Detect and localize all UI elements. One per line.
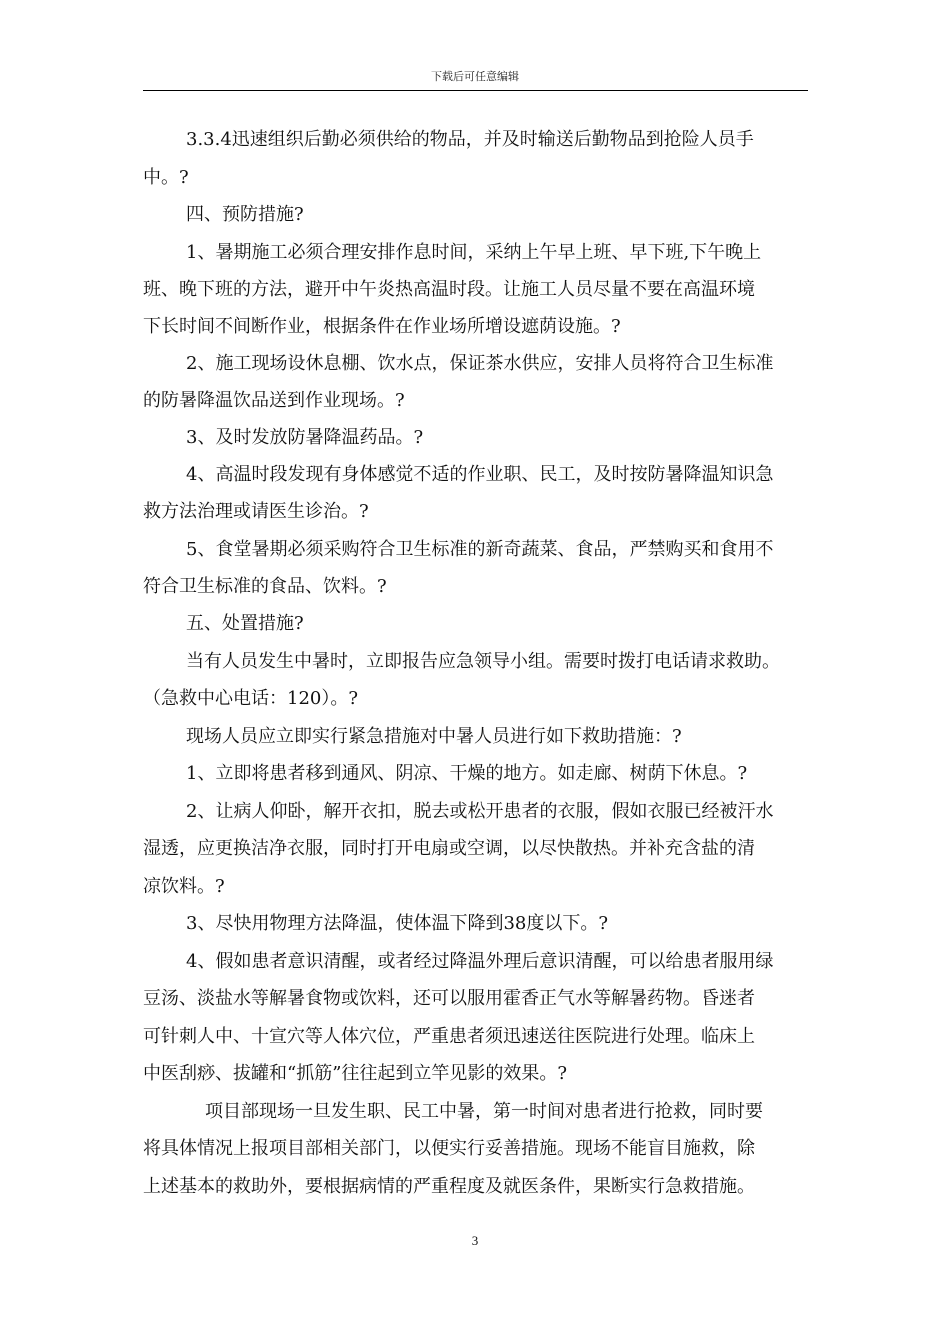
body-line: 可针刺人中、十宣穴等人体穴位，严重患者须迅速送往医院进行处理。临床上 [143, 1026, 755, 1047]
body-line: 5、食堂暑期必须采购符合卫生标准的新奇蔬菜、食品，严禁购买和食用不 [186, 539, 774, 560]
page-header: 下载后可任意编辑 [431, 70, 519, 83]
body-line: 救方法治理或请医生诊治。? [143, 501, 369, 522]
body-line: 当有人员发生中暑时，立即报告应急领导小组。需要时拨打电话请求救助。 [186, 651, 780, 672]
body-line: 1、暑期施工必须合理安排作息时间，采纳上午早上班、早下班,下午晚上 [186, 242, 762, 263]
body-line: 班、晚下班的方法，避开中午炎热高温时段。让施工人员尽量不要在高温环境 [143, 279, 755, 300]
body-line: 符合卫生标准的食品、饮料。? [143, 576, 387, 597]
body-line: 湿透，应更换洁净衣服，同时打开电扇或空调，以尽快散热。并补充含盐的清 [143, 838, 755, 859]
body-line: 现场人员应立即实行紧急措施对中暑人员进行如下救助措施：? [186, 726, 682, 747]
body-line: 下长时间不间断作业，根据条件在作业场所增设遮荫设施。? [143, 316, 621, 337]
body-line: 的防暑降温饮品送到作业现场。? [143, 390, 405, 411]
section-heading: 四、预防措施? [186, 204, 304, 225]
body-line: 3、及时发放防暑降温药品。? [186, 427, 424, 448]
body-line: 3.3.4迅速组织后勤必须供给的物品，并及时输送后勤物品到抢险人员手 [186, 129, 754, 150]
body-line: 4、假如患者意识清醒，或者经过降温外理后意识清醒，可以给患者服用绿 [186, 951, 774, 972]
header-divider [143, 90, 808, 91]
body-line: 中。? [143, 167, 189, 188]
section-heading: 五、处置措施? [186, 613, 304, 634]
body-line: 将具体情况上报项目部相关部门，以便实行妥善措施。现场不能盲目施救，除 [143, 1138, 755, 1159]
body-line: 4、高温时段发现有身体感觉不适的作业职、民工，及时按防暑降温知识急 [186, 464, 774, 485]
body-line: 凉饮料。? [143, 876, 225, 897]
body-line: 1、立即将患者移到通风、阴凉、干燥的地方。如走廊、树荫下休息。? [186, 763, 748, 784]
body-line: 3、尽快用物理方法降温，使体温下降到38度以下。? [186, 913, 609, 934]
body-line: 2、施工现场设休息棚、饮水点，保证茶水供应，安排人员将符合卫生标准 [186, 353, 774, 374]
body-line: （急救中心电话：120）。? [143, 688, 359, 709]
body-line: 项目部现场一旦发生职、民工中暑，第一时间对患者进行抢救，同时要 [205, 1101, 763, 1122]
body-line: 上述基本的救助外，要根据病情的严重程度及就医条件，果断实行急救措施。 [143, 1176, 755, 1197]
body-line: 2、让病人仰卧，解开衣扣，脱去或松开患者的衣服，假如衣服已经被汗水 [186, 801, 774, 822]
page-number: 3 [471, 1233, 479, 1248]
body-line: 中医刮痧、拔罐和“抓筋”往往起到立竿见影的效果。? [143, 1063, 568, 1084]
body-line: 豆汤、淡盐水等解暑食物或饮料，还可以服用霍香正气水等解暑药物。昏迷者 [143, 988, 755, 1009]
